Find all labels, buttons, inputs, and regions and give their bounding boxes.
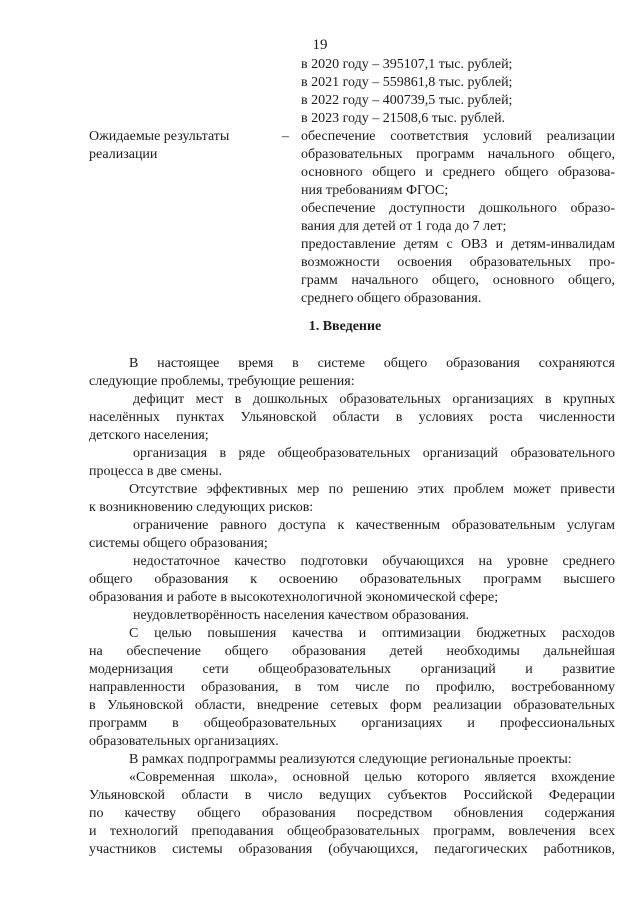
results-line: среднего общего образования. <box>301 291 482 306</box>
body-line: Отсутствие эффективных мер по решению этих проблем может привести <box>129 482 615 497</box>
results-line: обеспечение соответствия условий реализации <box>301 129 615 144</box>
body-line: недостаточное качество подготовки обучающихся на уровне среднего <box>133 554 615 569</box>
body-line: в Ульяновской области, внедрение сетевых форм реализации образовательных <box>89 698 615 713</box>
body-line: и технологий преподавания общеобразовательных программ, вовлечения всех <box>89 824 615 839</box>
results-line: обеспечение доступности дошкольного образо- <box>301 201 615 216</box>
body-line: детского населения; <box>89 428 209 443</box>
body-line: дефицит мест в дошкольных образовательных организациях в крупных <box>133 392 615 407</box>
body-line: ограничение равного доступа к качественным образовательным услугам <box>133 518 615 533</box>
body-line: С целью повышения качества и оптимизации бюджетных расходов <box>129 626 615 641</box>
results-dash: – <box>282 129 289 144</box>
body-line: Ульяновской области в число ведущих субъектов Российской Федерации <box>89 788 615 803</box>
body-line: населённых пунктах Ульяновской области в условиях роста численности <box>89 410 615 425</box>
body-line: образования и работе в высокотехнологичной экономической сфере; <box>89 590 499 605</box>
body-line: неудовлетворённость населения качеством образования. <box>133 608 470 623</box>
body-line: В рамках подпрограммы реализуются следующие региональные проекты: <box>129 752 572 767</box>
body-line: системы общего образования; <box>89 536 268 551</box>
body-line: следующие проблемы, требующие решения: <box>89 374 355 389</box>
results-line: основного общего и среднего общего образова- <box>301 165 615 180</box>
body-line: общего образования к освоению образовательных программ высшего <box>89 572 615 587</box>
results-line: образовательных программ начального общего, <box>301 147 615 162</box>
results-label: реализации <box>89 147 158 162</box>
body-line: процесса в две смены. <box>89 464 223 479</box>
funding-line: в 2020 году – 395107,1 тыс. рублей; <box>301 57 513 72</box>
results-line: грамм начального общего, основного общего, <box>301 273 615 288</box>
results-line: вания для детей от 1 года до 7 лет; <box>301 219 507 234</box>
results-line: предоставление детям с ОВЗ и детям-инвалидам <box>301 237 615 252</box>
funding-line: в 2021 году – 559861,8 тыс. рублей; <box>301 75 513 90</box>
body-line: программ в общеобразовательных организациях и профессиональных <box>89 716 615 731</box>
body-line: модернизация сети общеобразовательных организаций и развитие <box>89 662 615 677</box>
body-line: образовательных организациях. <box>89 734 279 749</box>
body-line: направленности образования, в том числе по профилю, востребованному <box>89 680 615 695</box>
body-line: В настоящее время в системе общего образования сохраняются <box>129 356 615 371</box>
body-line: организация в ряде общеобразовательных организаций образовательного <box>133 446 615 461</box>
section-heading: 1. Введение <box>308 319 382 334</box>
body-line: участников системы образования (обучающихся, педагогических работников, <box>89 842 615 857</box>
body-line: «Современная школа», основной целью которого является вхождение <box>129 770 615 785</box>
body-line: по качеству общего образования посредством обновления содержания <box>89 806 615 821</box>
body-line: к возникновению следующих рисков: <box>89 500 314 515</box>
funding-line: в 2023 году – 21508,6 тыс. рублей. <box>301 111 506 126</box>
page-number: 19 <box>312 37 328 53</box>
results-label: Ожидаемые результаты <box>89 129 230 144</box>
funding-line: в 2022 году – 400739,5 тыс. рублей; <box>301 93 513 108</box>
results-line: ния требованиям ФГОС; <box>301 183 449 198</box>
body-line: на обеспечение общего образования детей необходимы дальнейшая <box>89 644 615 659</box>
results-line: возможности освоения образовательных про- <box>301 255 615 270</box>
